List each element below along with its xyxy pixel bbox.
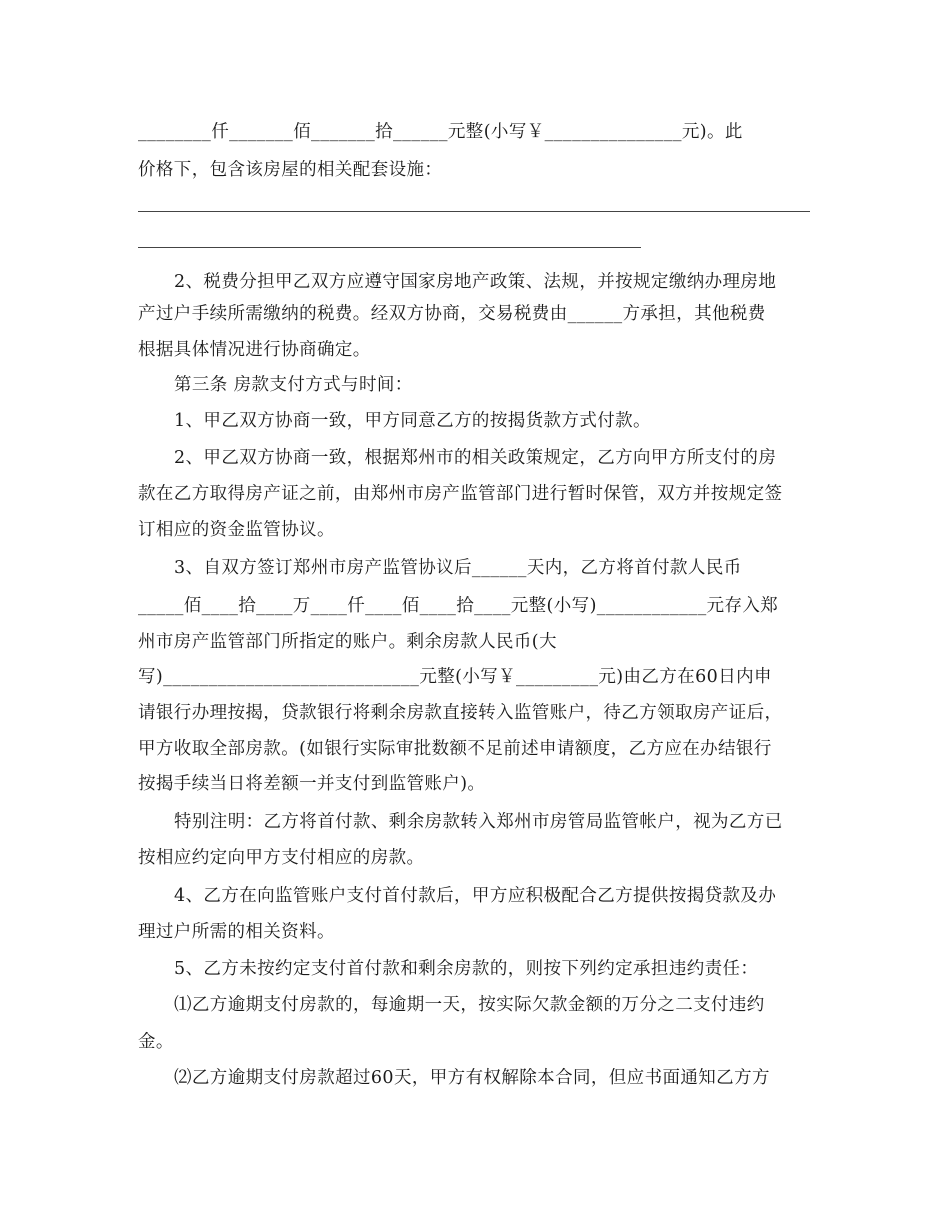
- text-line: 4、乙方在向监管账户支付首付款后，甲方应积极配合乙方提供按揭贷款及办: [174, 886, 777, 906]
- text-line: 甲方收取全部房款。(如银行实际审批数额不足前述申请额度，乙方应在办结银行: [138, 739, 772, 759]
- text-line: 订相应的资金监管协议。: [138, 520, 335, 540]
- text-line: ⑴乙方逾期支付房款的，每逾期一天，按实际欠款金额的万分之二支付违约: [174, 995, 765, 1015]
- fill-in-blank-rule: [138, 247, 641, 248]
- text-line: ________仟_______佰_______拾______元整(小写￥_______________元)。此: [138, 122, 743, 142]
- text-line: 州市房产监管部门所指定的账户。剩余房款人民币(大: [138, 632, 557, 652]
- text-line: 按揭手续当日将差额一并支付到监管账户)。: [138, 774, 486, 794]
- text-line: 2、甲乙双方协商一致，根据郑州市的相关政策规定，乙方向甲方所支付的房: [174, 448, 777, 468]
- text-line: 特别注明：乙方将首付款、剩余房款转入郑州市房管局监管帐户，视为乙方已: [174, 812, 783, 832]
- text-line: 2、税费分担甲乙双方应遵守国家房地产政策、法规，并按规定缴纳办理房地: [174, 272, 777, 292]
- text-line: 根据具体情况进行协商确定。: [138, 340, 371, 360]
- text-line: _____佰____拾____万____仟____佰____拾____元整(小写)____________元存入郑: [138, 596, 779, 616]
- text-line: 价格下，包含该房屋的相关配套设施：: [138, 160, 443, 180]
- text-line: 产过户手续所需缴纳的税费。经双方协商，交易税费由______方承担，其他税费: [138, 304, 766, 324]
- text-line: 1、甲乙双方协商一致，甲方同意乙方的按揭货款方式付款。: [174, 411, 651, 431]
- text-line: 金。: [138, 1032, 174, 1052]
- text-line: 5、乙方未按约定支付首付款和剩余房款的，则按下列约定承担违约责任：: [174, 959, 759, 979]
- section-heading: 第三条 房款支付方式与时间：: [174, 375, 413, 395]
- fill-in-blank-rule: [138, 211, 810, 212]
- text-line: 款在乙方取得房产证之前，由郑州市房产监管部门进行暂时保管，双方并按规定签: [138, 484, 783, 504]
- text-line: 3、自双方签订郑州市房产监管协议后______天内，乙方将首付款人民币: [174, 558, 742, 578]
- text-line: ⑵乙方逾期支付房款超过60天，甲方有权解除本合同，但应书面通知乙方方: [174, 1068, 770, 1088]
- text-line: 按相应约定向甲方支付相应的房款。: [138, 848, 425, 868]
- text-line: 写)____________________________元整(小写￥_________元)由乙方在60日内申: [138, 667, 772, 687]
- text-line: 理过户所需的相关资料。: [138, 922, 335, 942]
- text-line: 请银行办理按揭，贷款银行将剩余房款直接转入监管账户，待乙方领取房产证后，: [138, 703, 783, 723]
